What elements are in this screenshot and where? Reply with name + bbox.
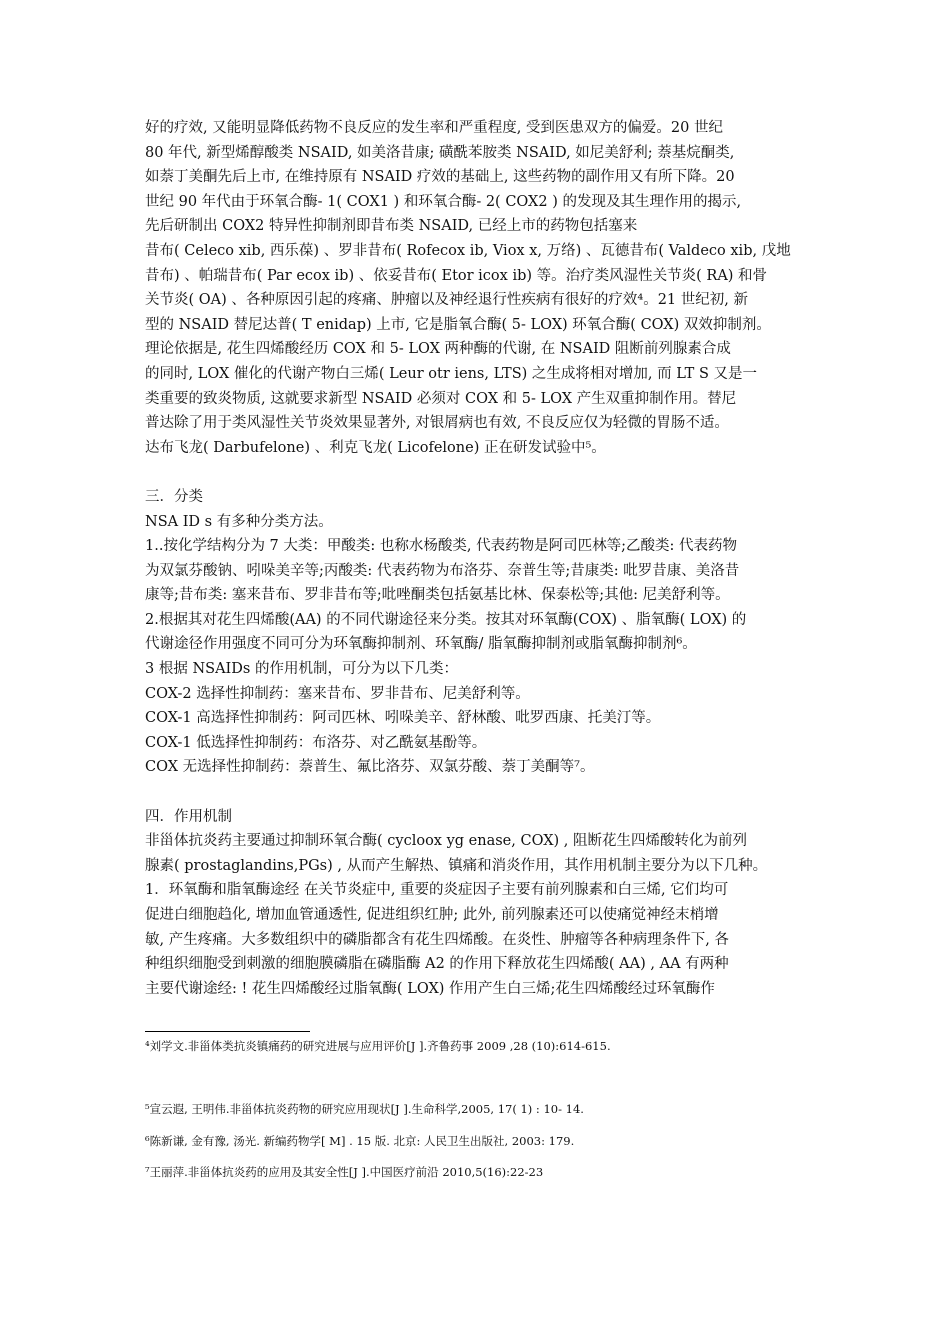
text-line: COX-1 高选择性抑制药：阿司匹林、吲哚美辛、舒林酸、吡罗西康、托美汀等。 [145,710,661,727]
footnote-divider [145,1031,310,1032]
text-line: 型的 NSAID 替尼达普( T enidap) 上市, 它是脂氧合酶( 5- LOX) 环氧合酶( COX) 双效抑制剂。 [145,316,771,333]
text-line: 康等;昔布类: 塞来昔布、罗非昔布等;吡唑酮类包括氨基比林、保泰松等;其他: 尼美舒利等。 [145,587,730,604]
text-line: 四．作用机制 [145,808,232,825]
text-line: 如萘丁美酮先后上市, 在维持原有 NSAID 疗效的基础上, 这些药物的副作用又有所下降。20 [145,169,735,186]
text-line: NSA ID s 有多种分类方法。 [145,513,333,530]
text-line: 3 根据 NSAIDs 的作用机制，可分为以下几类： [145,661,458,678]
text-line: 非甾体抗炎药主要通过抑制环氧合酶( cycloox yg enase, COX) , 阻断花生四烯酸转化为前列 [145,833,748,850]
text-line: 昔布) 、帕瑞昔布( Par ecox ib) 、依妥昔布( Etor icox ib) 等。治疗类风湿性关节炎( RA) 和骨 [145,267,768,284]
text-line: 敏, 产生疼痛。大多数组织中的磷脂都含有花生四烯酸。在炎性、肿瘤等各种病理条件下, 各 [145,931,729,948]
text-line: COX 无选择性抑制药：萘普生、氟比洛芬、双氯芬酸、萘丁美酮等⁷。 [145,759,595,776]
text-line: 1．环氧酶和脂氧酶途经 在关节炎症中, 重要的炎症因子主要有前列腺素和白三烯, 它们均可 [145,882,729,899]
text-line: 先后研制出 COX2 特异性抑制剂即昔布类 NSAID, 已经上市的药物包括塞来 [145,218,638,235]
body-text [145,116,813,1001]
text-line: 普达除了用于类风湿性关节炎效果显著外, 对银屑病也有效, 不良反应仅为轻微的胃肠不适。 [145,415,729,432]
paragraph-gap [145,780,813,805]
text-line: 促进白细胞趋化, 增加血管通透性, 促进组织红肿; 此外, 前列腺素还可以使痛觉神经末梢增 [145,907,719,923]
text-line: 种组织细胞受到刺激的细胞膜磷脂在磷脂酶 A2 的作用下释放花生四烯酸( AA) , AA 有两种 [145,956,729,973]
text-line: 达布飞龙( Darbufelone) 、利克飞龙( Licofelone) 正在研发试验中⁵。 [145,439,606,456]
paragraph-gap [145,460,813,485]
footnote-6: ⁶陈新谦, 金有豫, 汤光. 新编药物学[ M] . 15 版. 北京: 人民卫生出版社, 2003: 179. [145,1134,575,1148]
text-line: COX-1 低选择性抑制药：布洛芬、对乙酰氨基酚等。 [145,734,487,751]
footnote-4: ⁴刘学文.非甾体类抗炎镇痛药的研究进展与应用评价[J ].齐鲁药事 2009 ,28 (10):614-615. [145,1039,611,1053]
text-line: 好的疗效, 又能明显降低药物不良反应的发生率和严重程度, 受到医患双方的偏爱。20 世纪 [145,120,723,136]
text-line: 为双氯芬酸钠、吲哚美辛等;丙酸类: 代表药物为布洛芬、奈普生等;昔康类: 吡罗昔康、美洛昔 [145,562,740,579]
text-line: 主要代谢途经: ! 花生四烯酸经过脂氧酶( LOX) 作用产生白三烯;花生四烯酸经过环氧酶作 [145,980,715,997]
text-line: 昔布( Celeco xib, 西乐葆) 、罗非昔布( Rofecox ib, Viox x, 万络) 、瓦德昔布( Valdeco xib, 戊地 [145,242,791,259]
footnote-7: ⁷王丽萍.非甾体抗炎药的应用及其安全性[J ].中国医疗前沿 2010,5(16):22-23 [145,1165,544,1179]
footnote-5: ⁵宣云遐, 王明伟.非甾体抗炎药物的研究应用现状[J ].生命科学,2005, 17( 1) : 10- 14. [145,1102,584,1116]
text-line: 代谢途径作用强度不同可分为环氧酶抑制剂、环氧酶/ 脂氧酶抑制剂或脂氧酶抑制剂⁶。 [145,636,697,653]
text-line: 三．分类 [145,488,203,505]
text-line: 理论依据是, 花生四烯酸经历 COX 和 5- LOX 两种酶的代谢, 在 NSAID 阻断前列腺素合成 [145,341,731,358]
text-line: 80 年代, 新型烯醇酸类 NSAID, 如美洛昔康; 磺酰苯胺类 NSAID, 如尼美舒利; 萘基烷酮类, [145,144,735,161]
text-line: 1..按化学结构分为 7 大类：甲酸类: 也称水杨酸类, 代表药物是阿司匹林等;乙酸类: 代表药物 [145,538,737,555]
text-line: 2.根据其对花生四烯酸(AA) 的不同代谢途径来分类。按其对环氧酶(COX) 、脂氧酶( LOX) 的 [145,611,747,628]
text-line: 类重要的致炎物质, 这就要求新型 NSAID 必须对 COX 和 5- LOX 产生双重抑制作用。替尼 [145,390,737,407]
text-line: 腺素( prostaglandins,PGs) , 从而产生解热、镇痛和消炎作用，其作用机制主要分为以下几种。 [145,857,768,874]
text-line: COX-2 选择性抑制药：塞来昔布、罗非昔布、尼美舒利等。 [145,685,530,702]
text-line: 的同时, LOX 催化的代谢产物白三烯( Leur otr iens, LTS) 之生成将相对增加, 而 LT S 又是一 [145,365,757,382]
text-line: 关节炎( OA) 、各种原因引起的疼痛、肿瘤以及神经退行性疾病有很好的疗效⁴。21 世纪初, 新 [145,292,748,309]
text-line: 世纪 90 年代由于环氧合酶- 1( COX1 ) 和环氧合酶- 2( COX2 ) 的发现及其生理作用的揭示, [145,193,742,210]
